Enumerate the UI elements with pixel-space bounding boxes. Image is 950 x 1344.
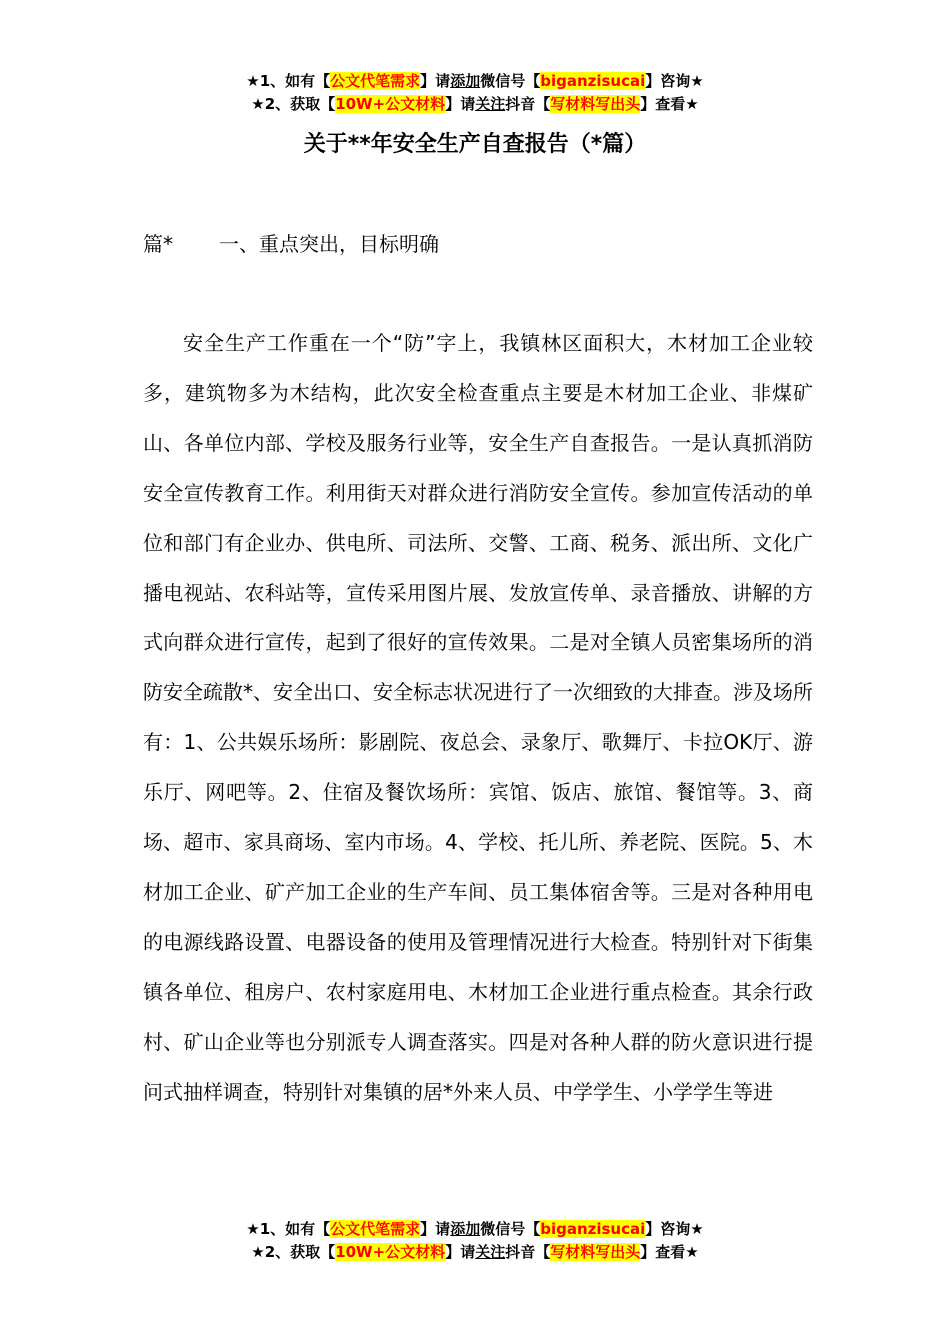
footer-line-2-prefix: ★2、获取【: [251, 1243, 336, 1261]
footer-line-1-mid-1: 】请: [420, 1220, 451, 1238]
footer-line-1-prefix: ★1、如有【: [246, 1220, 331, 1238]
footer-line-2-mid-1: 】请: [445, 1243, 476, 1261]
footer-line-1-mid-2: 微信号【: [480, 1220, 541, 1238]
banner-line-2-mid-1: 】请: [445, 95, 476, 113]
banner-line-2-highlight-2: 写材料写出头: [550, 95, 641, 113]
banner-line-1-mid-2: 微信号【: [480, 72, 541, 90]
banner-line-2-emph: 关注: [475, 95, 506, 113]
body-paragraph: 安全生产工作重在一个“防”字上，我镇林区面积大，木材加工企业较多，建筑物多为木结构，此次安全检查重点主要是木材加工企业、非煤矿山、各单位内部、学校及服务行业等，安全生产自查报告。一是认真抓消防安全宣传教育工作。利用街天对群众进行消防安全宣传。参加宣传活动的单位和部门有企业办、供电所、司法所、交警、工商、税务、派出所、文化广播电视站、农科站等，宣传采用图片展、发放宣传单、录音播放、讲解的方式向群众进行宣传，起到了很好的宣传效果。二是对全镇人员密集场所的消防安全疏散*、安全出口、安全标志状况进行了一次细致的大排查。涉及场所有：1、公共娱乐场所：影剧院、夜总会、录象厅、歌舞厅、卡拉OK厅、游乐厅、网吧等。2、住宿及餐饮场所：宾馆、饭店、旅馆、餐馆等。3、商场、超市、家具商场、室内市场。4、学校、托儿所、养老院、医院。5、木材加工企业、矿产加工企业的生产车间、员工集体宿舍等。三是对各种用电的电源线路设置、电器设备的使用及管理情况进行大检查。特别针对下街集镇各单位、租房户、农村家庭用电、木材加工企业进行重点检查。其余行政村、矿山企业等也分别派专人调查落实。四是对各种人群的防火意识进行提问式抽样调查，特别针对集镇的居*外来人员、中学学生、小学学生等进: [143, 331, 813, 1104]
section-heading: 一、重点突出，目标明确: [219, 232, 439, 256]
footer-line-1-emph: 添加: [450, 1220, 481, 1238]
footer-banner: [0, 1218, 950, 1264]
banner-line-1-suffix: 】咨询★: [645, 72, 704, 90]
banner-line-1-highlight-2: biganzisucai: [540, 72, 646, 90]
banner-line-1-emph: 添加: [450, 72, 481, 90]
banner-line-2-suffix: 】查看★: [640, 95, 699, 113]
banner-line-1: [0, 70, 950, 93]
section-label: 篇*: [143, 232, 173, 256]
footer-line-2-highlight-2: 写材料写出头: [550, 1243, 641, 1261]
document-title: 关于**年安全生产自查报告（*篇）: [303, 132, 647, 157]
footer-line-2-suffix: 】查看★: [640, 1243, 699, 1261]
footer-banner-line-2: [0, 1241, 950, 1264]
footer-line-1-highlight-2: biganzisucai: [540, 1220, 646, 1238]
banner-line-1-highlight-1: 公文代笔需求: [330, 72, 421, 90]
section-heading-row: [143, 228, 439, 260]
footer-banner-line-1: [0, 1218, 950, 1241]
banner-line-2: [0, 93, 950, 116]
banner-line-1-mid-1: 】请: [420, 72, 451, 90]
banner-line-2-mid-2: 抖音【: [505, 95, 551, 113]
header-banner: [0, 70, 950, 116]
banner-line-1-prefix: ★1、如有【: [246, 72, 331, 90]
banner-line-2-prefix: ★2、获取【: [251, 95, 336, 113]
footer-line-2-highlight-1: 10W+公文材料: [335, 1243, 446, 1261]
footer-line-2-emph: 关注: [475, 1243, 506, 1261]
banner-line-2-highlight-1: 10W+公文材料: [335, 95, 446, 113]
footer-line-2-mid-2: 抖音【: [505, 1243, 551, 1261]
footer-line-1-suffix: 】咨询★: [645, 1220, 704, 1238]
footer-line-1-highlight-1: 公文代笔需求: [330, 1220, 421, 1238]
